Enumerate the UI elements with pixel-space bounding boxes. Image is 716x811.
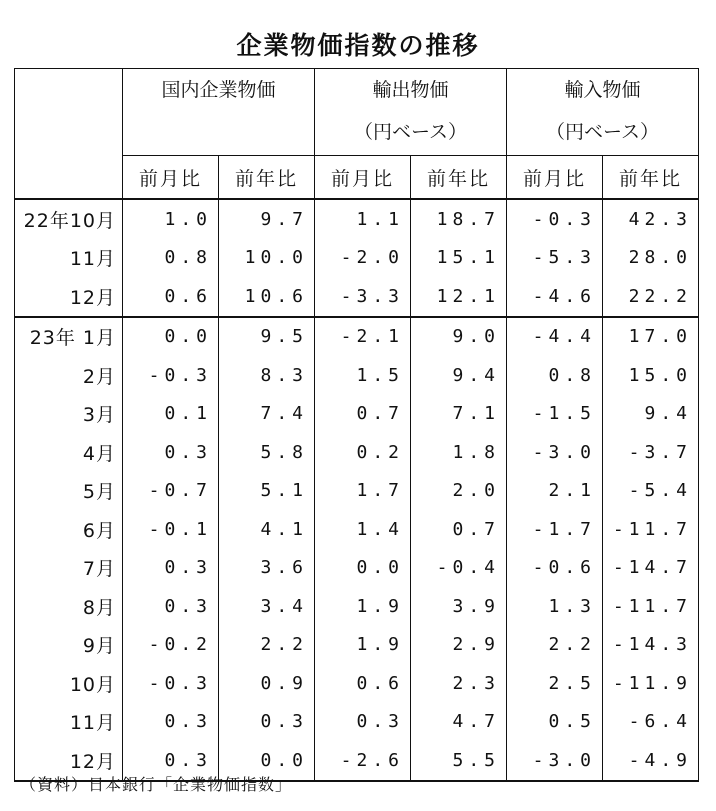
group-header-label: 輸出物価	[372, 79, 449, 101]
data-cell: 1.1	[315, 199, 411, 239]
data-cell: 1.9	[315, 626, 411, 665]
column-header: 前月比	[507, 156, 603, 200]
column-header: 前月比	[315, 156, 411, 200]
table-row	[15, 703, 699, 742]
table-row	[15, 199, 699, 239]
data-cell: 9.4	[411, 356, 507, 395]
row-label: 8月	[15, 587, 123, 626]
data-cell: 0.0	[219, 741, 315, 781]
data-cell: -4.4	[507, 317, 603, 357]
row-label: 23年 1月	[15, 317, 123, 357]
table-row	[15, 277, 699, 317]
table-row	[15, 317, 699, 357]
data-cell: 1.0	[123, 199, 219, 239]
data-cell: 0.0	[315, 549, 411, 588]
data-cell: 5.5	[411, 741, 507, 781]
data-cell: -1.7	[507, 510, 603, 549]
data-cell: 0.3	[123, 433, 219, 472]
group-header-sublabel: （円ベース）	[353, 121, 468, 143]
data-cell: 0.9	[219, 664, 315, 703]
data-cell: 28.0	[603, 239, 699, 278]
data-cell: 5.8	[219, 433, 315, 472]
row-label: 6月	[15, 510, 123, 549]
data-cell: 2.9	[411, 626, 507, 665]
table-body	[15, 199, 699, 781]
data-cell: 7.1	[411, 395, 507, 434]
data-cell: 17.0	[603, 317, 699, 357]
data-cell: -14.7	[603, 549, 699, 588]
row-label: 4月	[15, 433, 123, 472]
data-cell: 15.1	[411, 239, 507, 278]
data-cell: 9.5	[219, 317, 315, 357]
data-cell: 42.3	[603, 199, 699, 239]
column-header: 前年比	[411, 156, 507, 200]
data-cell: -0.3	[123, 664, 219, 703]
data-cell: 1.5	[315, 356, 411, 395]
table-row	[15, 510, 699, 549]
data-cell: -3.0	[507, 433, 603, 472]
source-note: （資料）日本銀行「企業物価指数」	[20, 775, 293, 794]
data-cell: 0.0	[123, 317, 219, 357]
row-label: 5月	[15, 472, 123, 511]
data-cell: -4.9	[603, 741, 699, 781]
data-cell: 0.7	[411, 510, 507, 549]
data-cell: 5.1	[219, 472, 315, 511]
row-label: 10月	[15, 664, 123, 703]
data-cell: 15.0	[603, 356, 699, 395]
row-label: 12月	[15, 277, 123, 317]
row-label: 9月	[15, 626, 123, 665]
row-label: 11月	[15, 239, 123, 278]
data-cell: 10.6	[219, 277, 315, 317]
data-cell: 2.3	[411, 664, 507, 703]
data-cell: 0.2	[315, 433, 411, 472]
data-cell: -5.3	[507, 239, 603, 278]
data-cell: 9.4	[603, 395, 699, 434]
data-cell: 0.5	[507, 703, 603, 742]
data-cell: 3.9	[411, 587, 507, 626]
data-cell: 0.8	[507, 356, 603, 395]
data-cell: 2.1	[507, 472, 603, 511]
data-cell: 0.3	[123, 549, 219, 588]
row-label: 2月	[15, 356, 123, 395]
table-row	[15, 433, 699, 472]
data-cell: -3.0	[507, 741, 603, 781]
data-cell: 9.0	[411, 317, 507, 357]
data-cell: 1.8	[411, 433, 507, 472]
data-cell: 10.0	[219, 239, 315, 278]
data-cell: -0.6	[507, 549, 603, 588]
data-cell: 4.7	[411, 703, 507, 742]
row-label: 12月	[15, 741, 123, 781]
data-cell: -1.5	[507, 395, 603, 434]
data-cell: 7.4	[219, 395, 315, 434]
data-cell: 0.6	[315, 664, 411, 703]
data-cell: 2.0	[411, 472, 507, 511]
data-cell: -2.6	[315, 741, 411, 781]
data-cell: 0.3	[315, 703, 411, 742]
data-cell: 0.3	[123, 703, 219, 742]
data-cell: -6.4	[603, 703, 699, 742]
data-cell: 0.3	[123, 741, 219, 781]
data-cell: -11.7	[603, 587, 699, 626]
data-cell: -0.2	[123, 626, 219, 665]
data-cell: 9.7	[219, 199, 315, 239]
row-label: 22年10月	[15, 199, 123, 239]
corner-header-cell	[15, 69, 123, 200]
data-cell: -2.1	[315, 317, 411, 357]
data-cell: -0.7	[123, 472, 219, 511]
data-cell: 1.7	[315, 472, 411, 511]
data-cell: 0.1	[123, 395, 219, 434]
column-header: 前年比	[219, 156, 315, 200]
price-index-table	[14, 68, 699, 782]
group-header-label: 国内企業物価	[161, 79, 276, 101]
table-row	[15, 395, 699, 434]
data-cell: -11.7	[603, 510, 699, 549]
column-header: 前年比	[603, 156, 699, 200]
table-row	[15, 664, 699, 703]
data-cell: 3.4	[219, 587, 315, 626]
data-cell: -0.3	[123, 356, 219, 395]
group-header-domestic	[123, 69, 315, 156]
data-cell: 2.5	[507, 664, 603, 703]
group-header-label: 輸入物価	[564, 79, 641, 101]
row-label: 7月	[15, 549, 123, 588]
data-cell: 0.3	[219, 703, 315, 742]
data-cell: 1.4	[315, 510, 411, 549]
data-cell: 8.3	[219, 356, 315, 395]
table-title: 企業物価指数の推移	[236, 31, 480, 60]
group-header-sublabel: （円ベース）	[545, 121, 660, 143]
data-cell: -0.4	[411, 549, 507, 588]
data-cell: -0.1	[123, 510, 219, 549]
data-cell: 2.2	[507, 626, 603, 665]
data-cell: 0.8	[123, 239, 219, 278]
data-cell: 0.6	[123, 277, 219, 317]
data-cell: 18.7	[411, 199, 507, 239]
data-cell: -5.4	[603, 472, 699, 511]
data-cell: -2.0	[315, 239, 411, 278]
data-cell: -11.9	[603, 664, 699, 703]
row-label: 3月	[15, 395, 123, 434]
group-header-import	[507, 69, 699, 156]
data-cell: 22.2	[603, 277, 699, 317]
column-header: 前月比	[123, 156, 219, 200]
table-row	[15, 356, 699, 395]
data-cell: -4.6	[507, 277, 603, 317]
data-cell: 1.3	[507, 587, 603, 626]
data-cell: -14.3	[603, 626, 699, 665]
group-header-export	[315, 69, 507, 156]
data-cell: 4.1	[219, 510, 315, 549]
table-row	[15, 626, 699, 665]
table-row	[15, 472, 699, 511]
data-cell: 0.7	[315, 395, 411, 434]
table-row	[15, 549, 699, 588]
table-row	[15, 239, 699, 278]
data-cell: -3.7	[603, 433, 699, 472]
table-row	[15, 587, 699, 626]
row-label: 11月	[15, 703, 123, 742]
data-cell: 3.6	[219, 549, 315, 588]
data-cell: 12.1	[411, 277, 507, 317]
data-cell: 2.2	[219, 626, 315, 665]
data-cell: -0.3	[507, 199, 603, 239]
data-cell: -3.3	[315, 277, 411, 317]
data-cell: 1.9	[315, 587, 411, 626]
data-cell: 0.3	[123, 587, 219, 626]
